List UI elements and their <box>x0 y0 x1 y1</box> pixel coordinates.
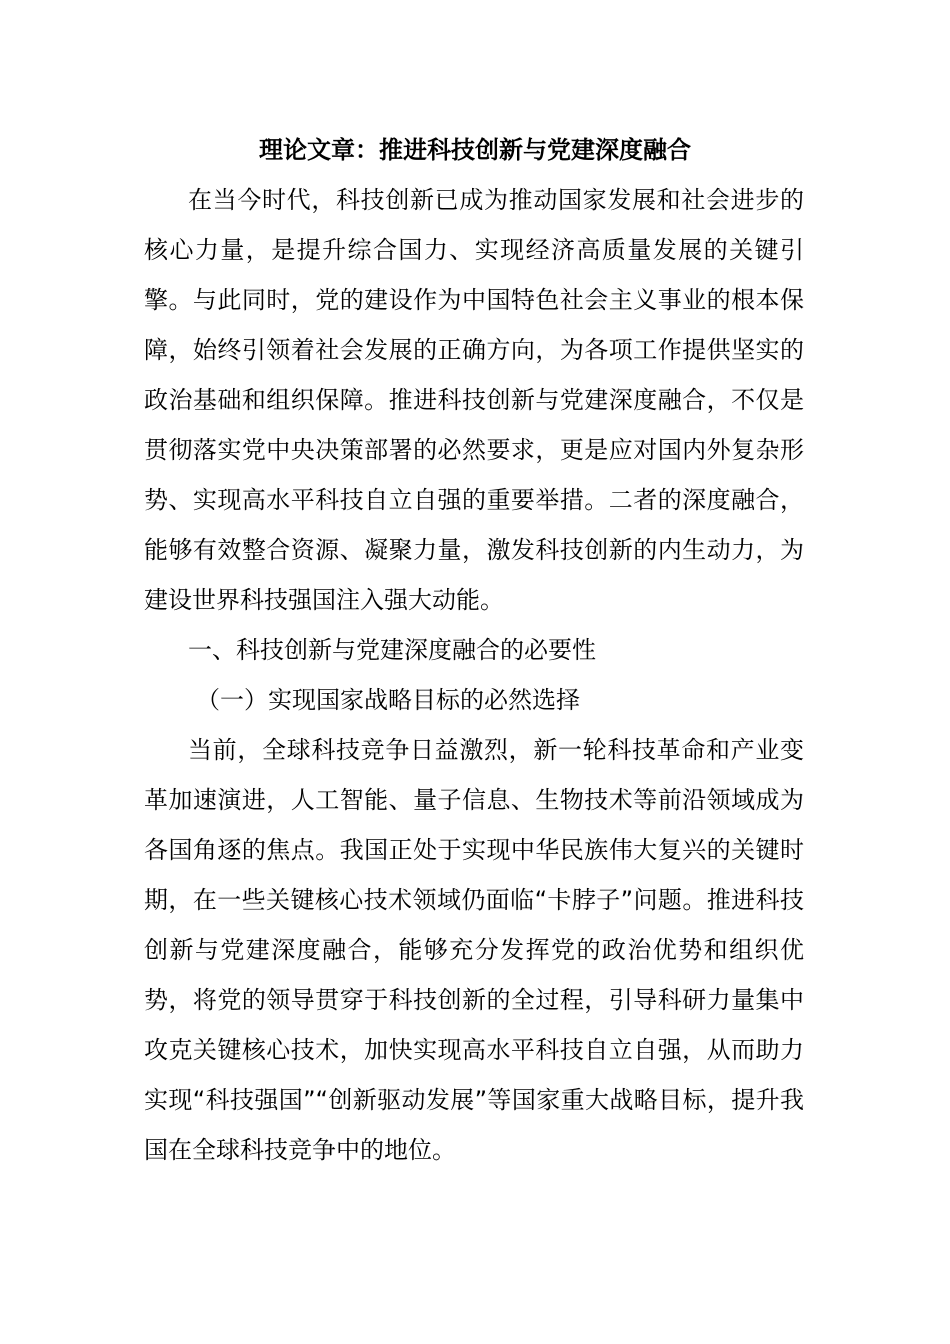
section-heading: 一、科技创新与党建深度融合的必要性 <box>188 636 596 664</box>
subsection-heading: （一）实现国家战略目标的必然选择 <box>196 686 580 714</box>
document-title: 理论文章：推进科技创新与党建深度融合 <box>259 136 691 164</box>
body-paragraph: 当前，全球科技竞争日益激烈，新一轮科技革命和产业变革加速演进，人工智能、量子信息、生物技术等前沿领域成为各国角逐的焦点。我国正处于实现中华民族伟大复兴的关键时期，在一些关键核心技术领域仍面临“卡脖子”问题。推进科技创新与党建深度融合，能够充分发挥党的政治优势和组织优势，将党的领导贯穿于科技创新的全过程，引导科研力量集中攻克关键核心技术，加快实现高水平科技自立自强，从而助力实现“科技强国”“创新驱动发展”等国家重大战略目标，提升我国在全球科技竞争中的地位。 <box>144 736 804 1164</box>
intro-paragraph: 在当今时代，科技创新已成为推动国家发展和社会进步的核心力量，是提升综合国力、实现经济高质量发展的关键引擎。与此同时，党的建设作为中国特色社会主义事业的根本保障，始终引领着社会发展的正确方向，为各项工作提供坚实的政治基础和组织保障。推进科技创新与党建深度融合，不仅是贯彻落实党中央决策部署的必然要求，更是应对国内外复杂形势、实现高水平科技自立自强的重要举措。二者的深度融合，能够有效整合资源、凝聚力量，激发科技创新的内生动力，为建设世界科技强国注入强大动能。 <box>144 186 804 614</box>
document-body <box>144 175 804 1175</box>
